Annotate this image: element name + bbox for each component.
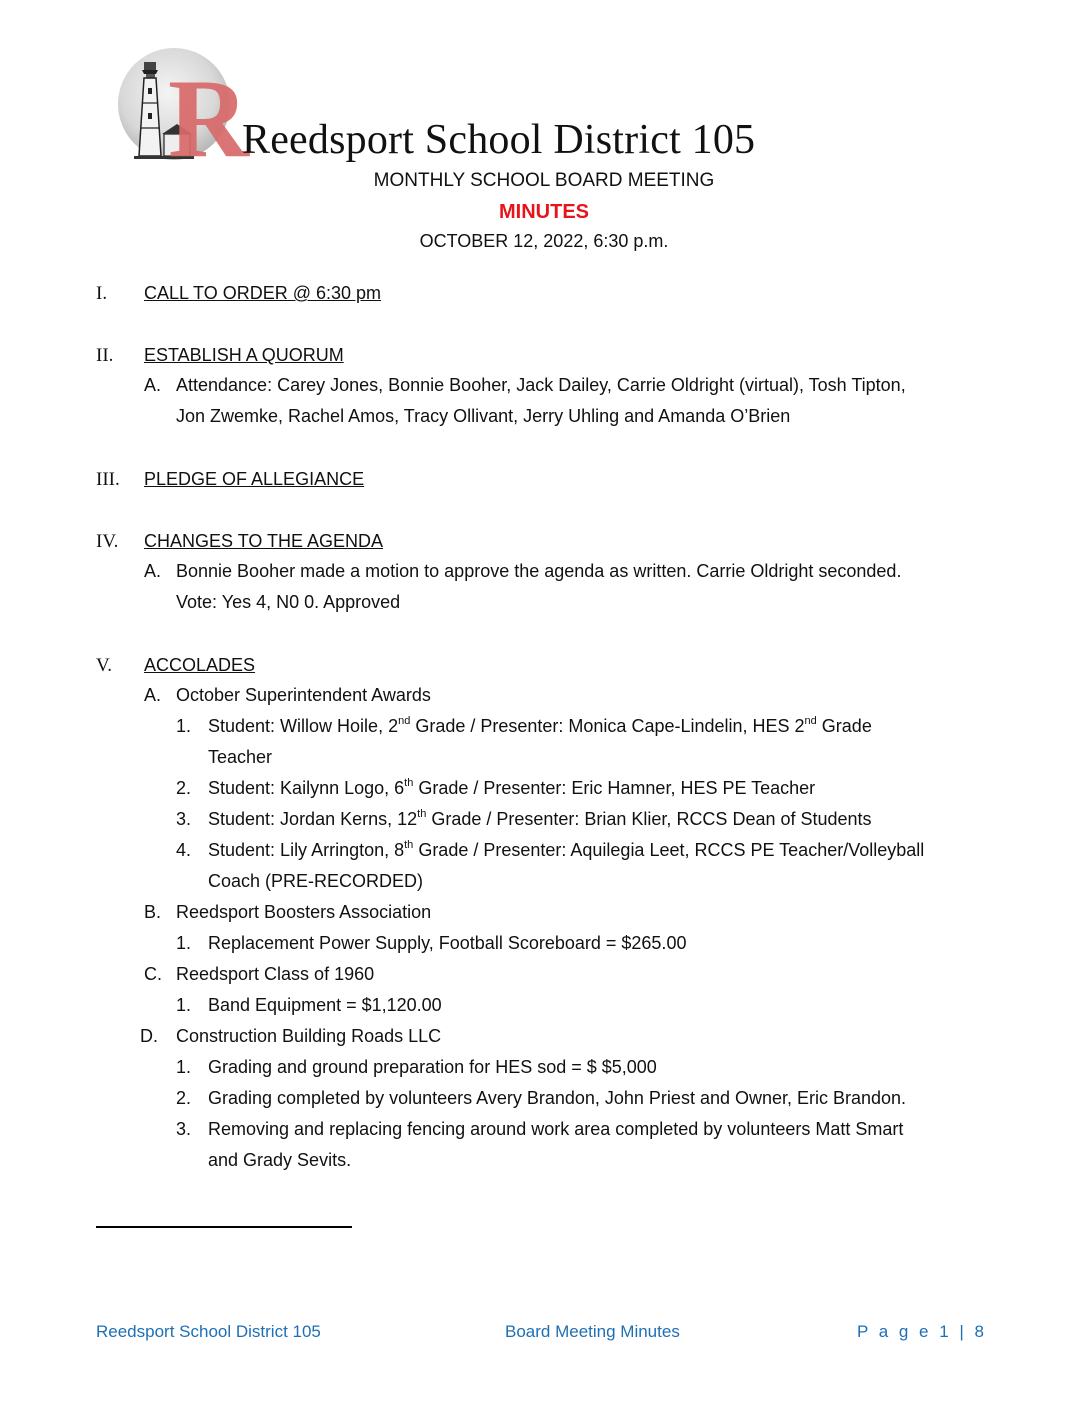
item-text: Student: Lily Arrington, 8th Grade / Presenter: Aquilegia Leet, RCCS PE Teacher/Volleyball [208, 839, 925, 860]
footer-page-number: P a g e 1 | 8 [856, 1322, 987, 1341]
meeting-type: MONTHLY SCHOOL BOARD MEETING [373, 170, 715, 191]
item-marker: 4. [176, 840, 192, 860]
meeting-date: OCTOBER 12, 2022, 6:30 p.m. [419, 231, 669, 251]
footer-doc-title: Board Meeting Minutes [505, 1322, 680, 1341]
item-text: Construction Building Roads LLC [176, 1026, 442, 1046]
section-title: PLEDGE OF ALLEGIANCE [144, 469, 365, 489]
item-text: Reedsport Class of 1960 [176, 964, 375, 984]
item-text: Student: Jordan Kerns, 12th Grade / Presenter: Brian Klier, RCCS Dean of Students [208, 808, 872, 829]
item-text: Teacher [208, 747, 273, 767]
item-text: Vote: Yes 4, N0 0. Approved [176, 592, 401, 612]
item-marker: 3. [176, 809, 192, 829]
section-title: ACCOLADES [144, 655, 256, 675]
item-marker: D. [140, 1026, 158, 1046]
district-logo [106, 48, 249, 181]
item-marker: A. [144, 685, 162, 705]
footnote-separator [96, 1226, 352, 1228]
item-marker: 1. [176, 933, 192, 953]
item-marker: B. [144, 902, 162, 922]
section-numeral: V. [96, 655, 113, 676]
section-title: ESTABLISH A QUORUM [144, 345, 344, 365]
footer-district: Reedsport School District 105 [96, 1322, 321, 1341]
section-numeral: III. [96, 469, 120, 490]
section-numeral: II. [96, 345, 114, 366]
item-text: October Superintendent Awards [176, 685, 431, 705]
item-text: Bonnie Booher made a motion to approve the agenda as written. Carrie Oldright seconded. [176, 561, 902, 581]
section-numeral: IV. [96, 531, 119, 552]
item-text: Grading completed by volunteers Avery Brandon, John Priest and Owner, Eric Brandon. [208, 1088, 907, 1108]
item-text: Reedsport Boosters Association [176, 902, 432, 922]
district-title: Reedsport School District 105 [242, 117, 756, 163]
item-text: Coach (PRE-RECORDED) [208, 871, 424, 891]
section-numeral: I. [96, 283, 108, 304]
item-marker: 2. [176, 778, 192, 798]
logo-letter: R [168, 57, 249, 181]
item-text: Student: Kailynn Logo, 6th Grade / Presenter: Eric Hamner, HES PE Teacher [208, 777, 816, 798]
item-text: Band Equipment = $1,120.00 [208, 995, 442, 1015]
item-text: Removing and replacing fencing around work area completed by volunteers Matt Smart [208, 1119, 904, 1139]
item-text: Attendance: Carey Jones, Bonnie Booher, Jack Dailey, Carrie Oldright (virtual), Tosh Tipton, [176, 375, 906, 395]
item-marker: 3. [176, 1119, 192, 1139]
item-marker: 2. [176, 1088, 192, 1108]
item-marker: A. [144, 561, 162, 581]
item-marker: 1. [176, 1057, 192, 1077]
item-text: Jon Zwemke, Rachel Amos, Tracy Ollivant, Jerry Uhling and Amanda O’Brien [176, 406, 791, 426]
item-text: and Grady Sevits. [208, 1150, 352, 1170]
section-title: CALL TO ORDER @ 6:30 pm [144, 283, 382, 303]
logo-graphic [106, 48, 249, 181]
item-marker: C. [144, 964, 162, 984]
item-text: Grading and ground preparation for HES sod = $ $5,000 [208, 1057, 657, 1077]
item-text: Replacement Power Supply, Football Scoreboard = $265.00 [208, 933, 687, 953]
item-text: Student: Willow Hoile, 2nd Grade / Presenter: Monica Cape-Lindelin, HES 2nd Grade [208, 715, 872, 736]
item-marker: 1. [176, 995, 192, 1015]
item-marker: 1. [176, 716, 192, 736]
section-title: CHANGES TO THE AGENDA [144, 531, 384, 551]
item-marker: A. [144, 375, 162, 395]
document-type: MINUTES [499, 201, 589, 223]
